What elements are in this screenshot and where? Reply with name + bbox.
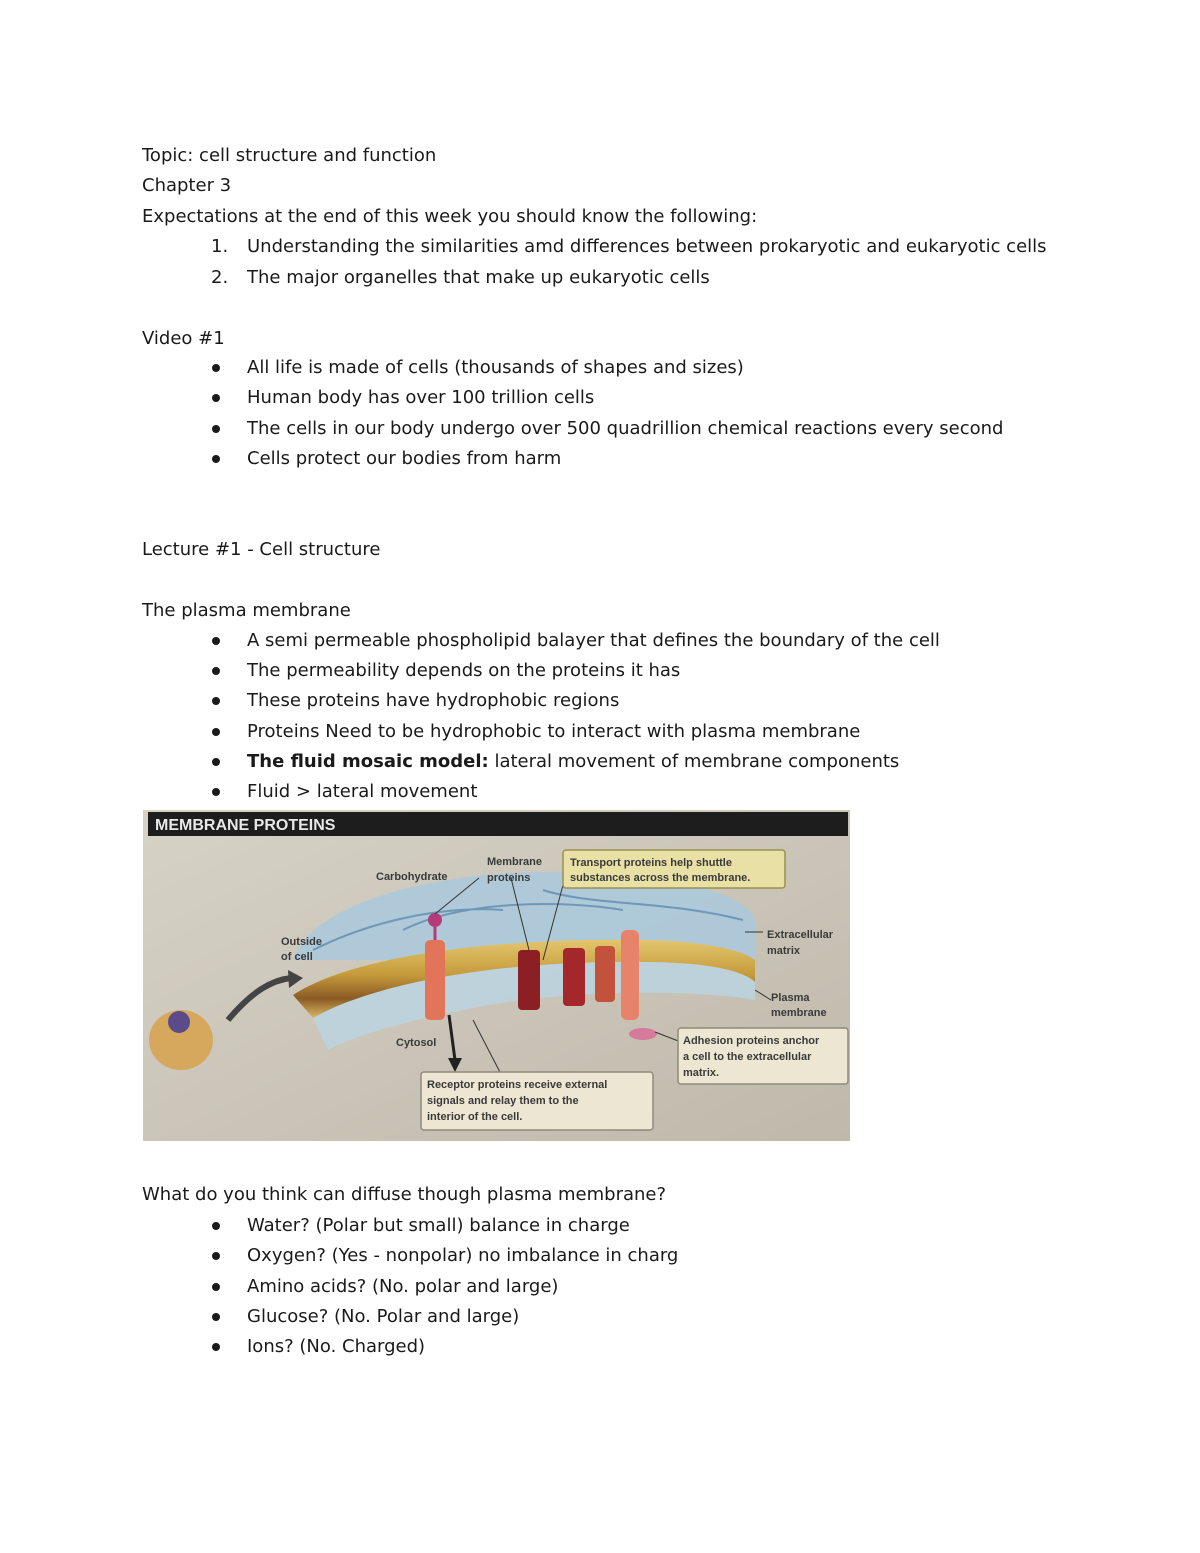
expectations-intro: Expectations at the end of this week you should know the following:	[142, 206, 758, 227]
list-number: 2.	[211, 267, 229, 288]
list-item: Amino acids? (No. polar and large)	[247, 1276, 559, 1297]
list-item: A semi permeable phospholipid balayer that defines the boundary of the cell	[247, 630, 940, 651]
list-item: Fluid > lateral movement	[247, 781, 478, 802]
label-transport-1: Transport proteins help shuttle	[570, 857, 732, 869]
list-item: Water? (Polar but small) balance in charge	[247, 1215, 630, 1236]
label-adhesion-3: matrix.	[683, 1067, 720, 1079]
fluid-mosaic-definition: lateral movement of membrane components	[488, 751, 900, 772]
chapter-line: Chapter 3	[142, 175, 232, 196]
figure-title: MEMBRANE PROTEINS	[155, 817, 336, 834]
label-adhesion-2: a cell to the extracellular	[683, 1051, 812, 1063]
label-receptor-2: signals and relay them to the	[427, 1095, 579, 1107]
label-cytosol: Cytosol	[396, 1037, 437, 1049]
list-item: These proteins have hydrophobic regions	[247, 690, 620, 711]
list-item: Oxygen? (Yes - nonpolar) no imbalance in charg	[247, 1245, 679, 1266]
list-item: Understanding the similarities amd differences between prokaryotic and eukaryotic cells	[247, 236, 1047, 257]
label-membrane-proteins-1: Membrane	[487, 856, 543, 868]
list-item: Human body has over 100 trillion cells	[247, 387, 595, 408]
bullet-icon	[212, 425, 220, 433]
bullet-icon	[212, 758, 220, 766]
label-outside-1: Outside	[281, 936, 322, 948]
bullet-icon	[212, 394, 220, 402]
receptor-protein	[425, 940, 445, 1020]
bullet-icon	[212, 697, 220, 705]
label-plasma-1: Plasma	[771, 992, 810, 1004]
bullet-icon	[212, 1313, 220, 1321]
list-item: Proteins Need to be hydrophobic to interact with plasma membrane	[247, 721, 861, 742]
list-item: Cells protect our bodies from harm	[247, 448, 562, 469]
list-item	[247, 751, 899, 773]
label-extracellular-2: matrix	[767, 945, 801, 957]
plasma-heading: The plasma membrane	[142, 600, 351, 621]
label-extracellular-1: Extracellular	[767, 929, 834, 941]
list-item: All life is made of cells (thousands of shapes and sizes)	[247, 357, 744, 378]
list-item: Glucose? (No. Polar and large)	[247, 1306, 520, 1327]
membrane-proteins-figure	[143, 810, 850, 1141]
topic-line: Topic: cell structure and function	[142, 145, 437, 166]
label-plasma-2: membrane	[771, 1007, 827, 1019]
membrane-diagram	[143, 810, 850, 1141]
bullet-icon	[212, 1343, 220, 1351]
bullet-icon	[212, 728, 220, 736]
list-item: The permeability depends on the proteins it has	[247, 660, 681, 681]
adhesion-protein	[621, 930, 639, 1020]
bullet-icon	[212, 1252, 220, 1260]
video-heading: Video #1	[142, 328, 225, 349]
label-receptor-3: interior of the cell.	[427, 1111, 523, 1123]
transport-protein	[518, 950, 540, 1010]
list-item: The major organelles that make up eukaryotic cells	[247, 267, 710, 288]
question-heading: What do you think can diffuse though plasma membrane?	[142, 1184, 667, 1205]
bullet-icon	[212, 667, 220, 675]
list-number: 1.	[211, 236, 229, 257]
label-carbohydrate: Carbohydrate	[376, 871, 448, 883]
label-transport-2: substances across the membrane.	[570, 872, 751, 884]
lecture-heading: Lecture #1 - Cell structure	[142, 539, 381, 560]
bullet-icon	[212, 788, 220, 796]
bullet-icon	[212, 455, 220, 463]
bullet-icon	[212, 637, 220, 645]
bullet-icon	[212, 1283, 220, 1291]
bullet-icon	[212, 1222, 220, 1230]
list-item: Ions? (No. Charged)	[247, 1336, 426, 1357]
label-outside-2: of cell	[281, 951, 313, 963]
fluid-mosaic-term: The fluid mosaic model:	[247, 751, 489, 772]
label-membrane-proteins-2: proteins	[487, 872, 531, 884]
label-receptor-1: Receptor proteins receive external	[427, 1079, 608, 1091]
list-item: The cells in our body undergo over 500 quadrillion chemical reactions every second	[247, 418, 1004, 439]
label-adhesion-1: Adhesion proteins anchor	[683, 1035, 820, 1047]
bullet-icon	[212, 364, 220, 372]
